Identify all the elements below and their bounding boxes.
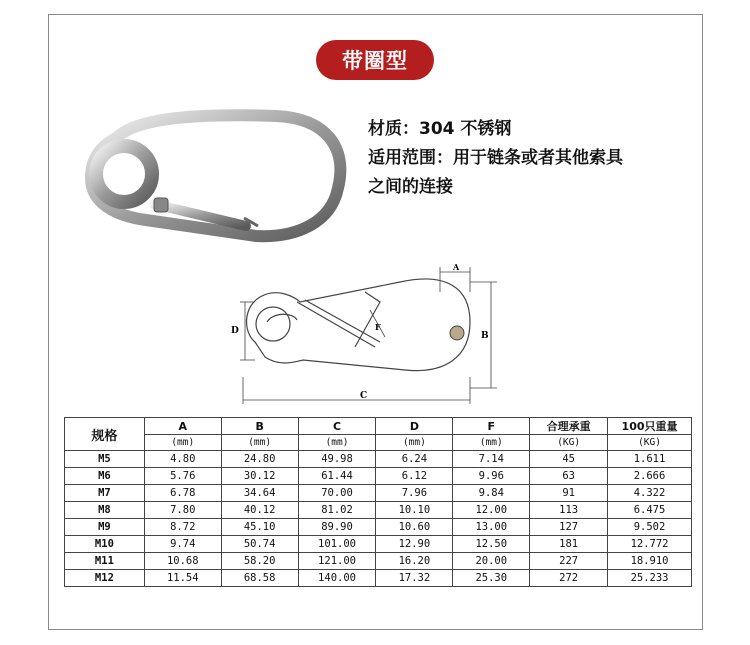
table-cell: 2.666 <box>608 468 692 485</box>
column-unit: (mm) <box>144 435 221 451</box>
dim-label-b: B <box>481 331 489 341</box>
table-cell: 63 <box>530 468 608 485</box>
table-cell: 101.00 <box>298 536 376 553</box>
usage-line-1: 适用范围：用于链条或者其他索具 <box>368 148 623 168</box>
column-unit: (mm) <box>376 435 453 451</box>
table-cell: 12.90 <box>376 536 453 553</box>
usage-line-2: 之间的连接 <box>368 177 453 197</box>
table-cell: 113 <box>530 502 608 519</box>
material-line: 材质：304 不锈钢 <box>368 119 512 139</box>
table-cell: 272 <box>530 570 608 587</box>
section-title: 带圈型 <box>342 49 408 73</box>
table-cell: 6.475 <box>608 502 692 519</box>
column-header: F <box>453 418 530 435</box>
table-cell: 127 <box>530 519 608 536</box>
table-cell: 20.00 <box>453 553 530 570</box>
table-cell: 4.322 <box>608 485 692 502</box>
table-cell: 8.72 <box>144 519 221 536</box>
model-cell: M12 <box>65 570 145 587</box>
table-cell: 34.64 <box>221 485 298 502</box>
table-cell: 4.80 <box>144 451 221 468</box>
column-header: C <box>298 418 376 435</box>
table-cell: 227 <box>530 553 608 570</box>
column-unit: (mm) <box>298 435 376 451</box>
table-cell: 10.60 <box>376 519 453 536</box>
column-unit: (mm) <box>453 435 530 451</box>
table-cell: 40.12 <box>221 502 298 519</box>
table-cell: 49.98 <box>298 451 376 468</box>
model-cell: M11 <box>65 553 145 570</box>
table-cell: 9.96 <box>453 468 530 485</box>
table-cell: 89.90 <box>298 519 376 536</box>
table-cell: 7.14 <box>453 451 530 468</box>
table-cell: 10.68 <box>144 553 221 570</box>
section-title-badge <box>316 40 434 80</box>
column-header: B <box>221 418 298 435</box>
column-unit: (KG) <box>530 435 608 451</box>
table-cell: 181 <box>530 536 608 553</box>
table-cell: 6.24 <box>376 451 453 468</box>
dimension-diagram <box>225 262 515 404</box>
model-cell: M6 <box>65 468 145 485</box>
column-header: D <box>376 418 453 435</box>
table-cell: 45 <box>530 451 608 468</box>
column-unit: (mm) <box>221 435 298 451</box>
table-row <box>65 519 692 536</box>
column-header: A <box>144 418 221 435</box>
table-cell: 45.10 <box>221 519 298 536</box>
table-cell: 50.74 <box>221 536 298 553</box>
table-cell: 24.80 <box>221 451 298 468</box>
table-row <box>65 468 692 485</box>
table-cell: 81.02 <box>298 502 376 519</box>
table-cell: 91 <box>530 485 608 502</box>
spec-table <box>64 417 692 587</box>
table-cell: 58.20 <box>221 553 298 570</box>
spec-description <box>368 115 688 202</box>
table-cell: 6.78 <box>144 485 221 502</box>
table-cell: 10.10 <box>376 502 453 519</box>
table-cell: 25.233 <box>608 570 692 587</box>
table-cell: 5.76 <box>144 468 221 485</box>
table-cell: 12.00 <box>453 502 530 519</box>
table-cell: 70.00 <box>298 485 376 502</box>
model-cell: M5 <box>65 451 145 468</box>
table-cell: 140.00 <box>298 570 376 587</box>
snap-hook-photo <box>76 108 351 248</box>
model-cell: M7 <box>65 485 145 502</box>
table-row <box>65 553 692 570</box>
table-row <box>65 485 692 502</box>
table-cell: 1.611 <box>608 451 692 468</box>
table-cell: 9.502 <box>608 519 692 536</box>
column-unit: (KG) <box>608 435 692 451</box>
table-cell: 25.30 <box>453 570 530 587</box>
table-cell: 11.54 <box>144 570 221 587</box>
table-row <box>65 536 692 553</box>
table-cell: 9.74 <box>144 536 221 553</box>
table-cell: 17.32 <box>376 570 453 587</box>
table-row <box>65 570 692 587</box>
table-cell: 16.20 <box>376 553 453 570</box>
table-cell: 12.50 <box>453 536 530 553</box>
model-cell: M9 <box>65 519 145 536</box>
table-cell: 61.44 <box>298 468 376 485</box>
table-cell: 18.910 <box>608 553 692 570</box>
column-header: 合理承重 <box>530 418 608 435</box>
table-cell: 13.00 <box>453 519 530 536</box>
table-row <box>65 502 692 519</box>
dim-label-d: D <box>231 326 239 336</box>
table-cell: 30.12 <box>221 468 298 485</box>
table-corner-label: 规格 <box>65 418 145 451</box>
table-cell: 12.772 <box>608 536 692 553</box>
model-cell: M10 <box>65 536 145 553</box>
table-cell: 68.58 <box>221 570 298 587</box>
table-cell: 121.00 <box>298 553 376 570</box>
model-cell: M8 <box>65 502 145 519</box>
column-header: 100只重量 <box>608 418 692 435</box>
dim-label-a: A <box>453 262 460 272</box>
table-cell: 7.96 <box>376 485 453 502</box>
dim-label-c: C <box>360 391 368 401</box>
table-cell: 6.12 <box>376 468 453 485</box>
table-cell: 9.84 <box>453 485 530 502</box>
dim-label-f: F <box>375 322 381 332</box>
table-row <box>65 451 692 468</box>
table-cell: 7.80 <box>144 502 221 519</box>
